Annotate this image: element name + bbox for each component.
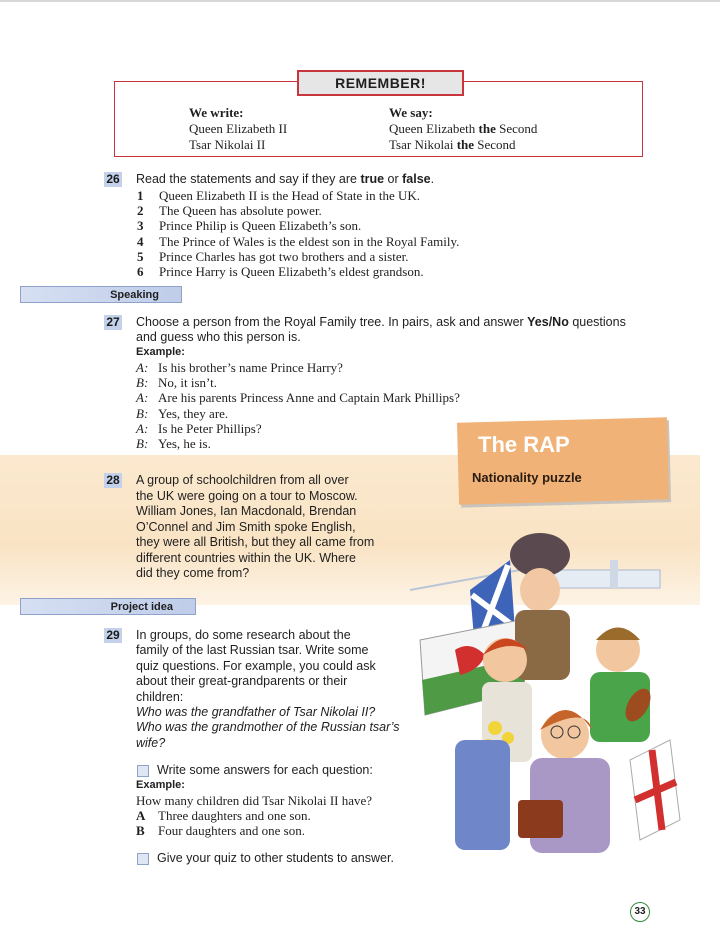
dialog-line: B: Yes, he is. xyxy=(136,436,211,452)
list-item: 4 The Prince of Wales is the eldest son in the Royal Family. xyxy=(137,233,460,249)
answer-option: B Four daughters and one son. xyxy=(136,823,305,839)
dialog-line: A: Are his parents Princess Anne and Captain Mark Phillips? xyxy=(136,390,460,406)
section-project-idea: Project idea xyxy=(20,598,196,615)
rap-subtitle: Nationality puzzle xyxy=(472,470,582,485)
text-line: did they come from? xyxy=(136,566,250,580)
remember-title: REMEMBER! xyxy=(297,70,464,96)
list-item: 1 Queen Elizabeth II is the Head of State in the UK. xyxy=(137,188,420,203)
italic-question: wife? xyxy=(136,735,166,750)
we-say-header: We say: xyxy=(389,105,433,120)
ex26-instruction: Read the statements and say if they are true or false. xyxy=(136,172,435,186)
we-say-row: Queen Elizabeth the Second xyxy=(389,121,538,136)
we-write-row: Tsar Nikolai II xyxy=(189,137,266,152)
we-write-row: Queen Elizabeth II xyxy=(189,121,288,136)
list-item: 6 Prince Harry is Queen Elizabeth’s eldest grandson. xyxy=(137,264,424,280)
italic-question: Who was the grandmother of the Russian tsar’s xyxy=(136,720,400,735)
text-line: family of the last Russian tsar. Write some xyxy=(136,643,369,658)
exercise-number: 28 xyxy=(104,473,122,488)
text-line: they were all British, but they all came from xyxy=(136,535,375,549)
task-checkbox[interactable] xyxy=(137,765,149,777)
ex27-instruction: Choose a person from the Royal Family tree. In pairs, ask and answer Yes/No questions xyxy=(136,315,626,329)
ex29-task1: Write some answers for each question: xyxy=(157,763,373,777)
dialog-line: B: No, it isn’t. xyxy=(136,375,217,391)
ex29-example xyxy=(136,793,372,839)
exercise-number: 26 xyxy=(104,172,122,187)
ex27-instruction-cont: and guess who this person is. xyxy=(136,330,301,344)
exercise-number: 27 xyxy=(104,315,122,330)
top-rule xyxy=(0,0,720,2)
rap-title: The RAP xyxy=(478,432,570,457)
children-illustration xyxy=(400,500,700,900)
dialog-line: A: Is he Peter Phillips? xyxy=(136,420,262,436)
section-speaking: Speaking xyxy=(20,286,182,303)
page-number: 33 xyxy=(630,902,650,922)
text-line: In groups, do some research about the xyxy=(136,628,351,642)
italic-question: Who was the grandfather of Tsar Nikolai II? xyxy=(136,705,376,720)
list-item: 2 The Queen has absolute power. xyxy=(137,203,322,219)
we-say-row: Tsar Nikolai the Second xyxy=(389,137,516,152)
task-checkbox[interactable] xyxy=(137,853,149,865)
text-line: the UK were going on a tour to Moscow. xyxy=(136,488,358,503)
example-label: Example: xyxy=(136,346,185,358)
text-line: A group of schoolchildren from all over xyxy=(136,473,349,487)
list-item: 5 Prince Charles has got two brothers and a sister. xyxy=(137,248,409,264)
text-line: children: xyxy=(136,689,184,704)
example-label: Example: xyxy=(136,779,185,791)
text-line: William Jones, Ian Macdonald, Brendan xyxy=(136,504,357,518)
answer-option: A Three daughters and one son. xyxy=(136,808,311,824)
ex26-statements xyxy=(137,188,459,279)
text-line: quiz questions. For example, you could ask xyxy=(136,658,376,673)
ex29-task2: Give your quiz to other students to answer. xyxy=(157,851,394,865)
we-write-header: We write: xyxy=(189,105,244,120)
text-line: different countries within the UK. Where xyxy=(136,550,357,565)
ex29-text xyxy=(136,628,400,751)
dialog-line: B: Yes, they are. xyxy=(136,405,229,421)
rap-card xyxy=(457,417,669,504)
ex28-text xyxy=(136,473,374,582)
exercise-number: 29 xyxy=(104,628,122,643)
example-question: How many children did Tsar Nikolai II have? xyxy=(136,793,373,808)
text-line: about their great-grandparents or their xyxy=(136,674,348,689)
list-item: 3 Prince Philip is Queen Elizabeth’s son. xyxy=(137,218,362,234)
text-line: O’Connel and Jim Smith spoke English, xyxy=(136,519,356,534)
dialog-line: A: Is his brother’s name Prince Harry? xyxy=(136,360,343,375)
ex27-dialog xyxy=(136,360,460,451)
